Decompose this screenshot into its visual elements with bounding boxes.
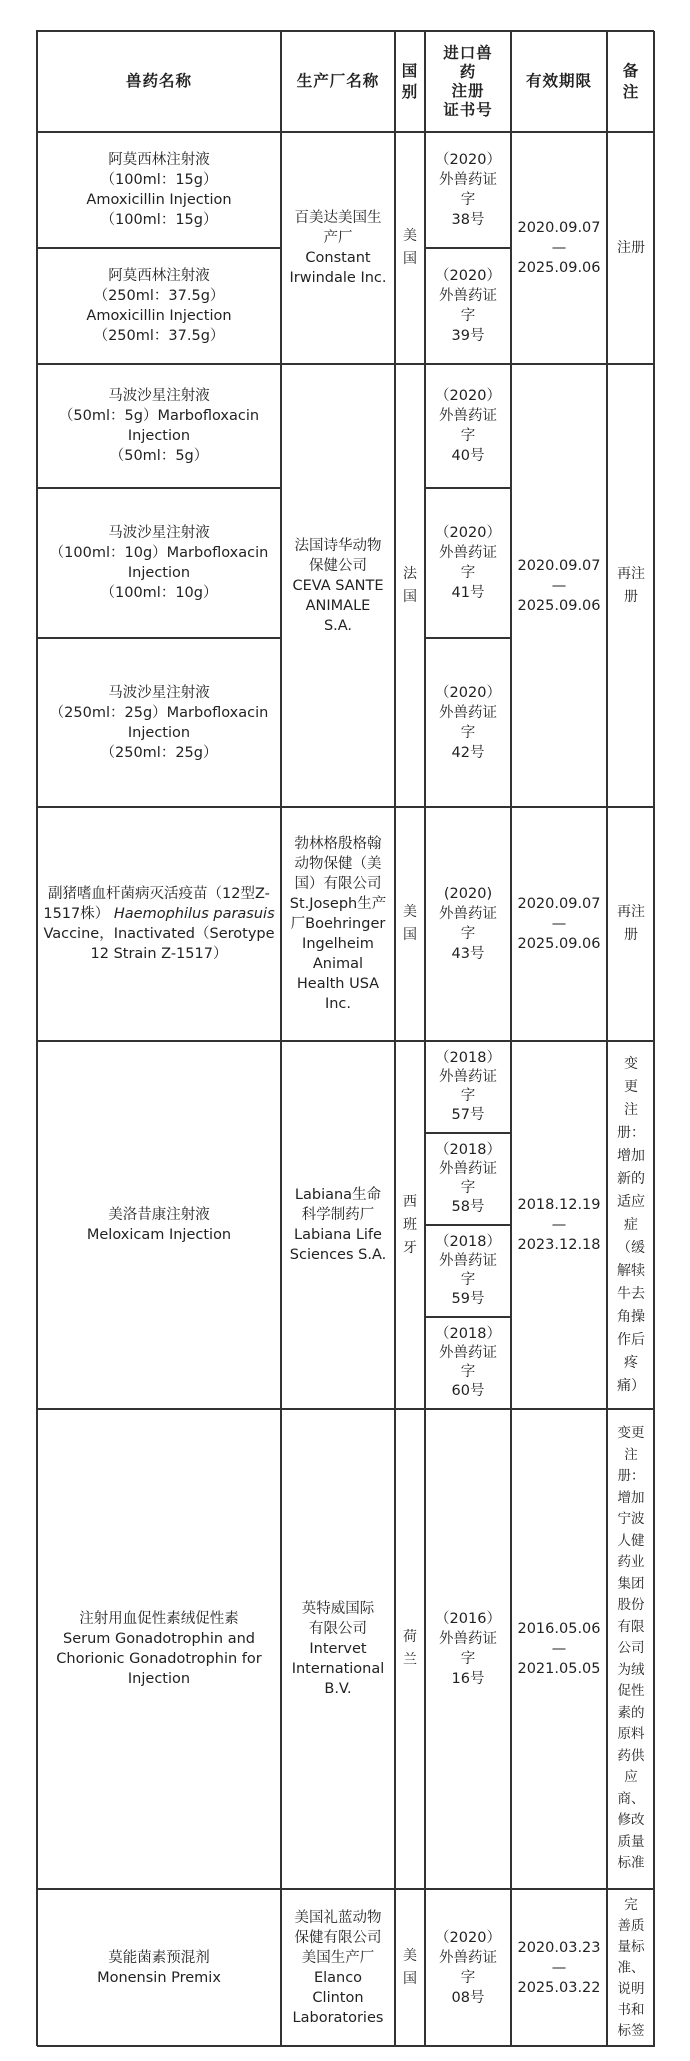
validity-cell: 2020.09.07 — 2025.09.06: [511, 807, 607, 1041]
drug-name-cell: 马波沙星注射液 （100ml：10g）Marbofloxacin Injection （100ml：10g）: [37, 488, 281, 638]
manufacturer-cell: 勃林格殷格翰 动物保健（美 国）有限公司 St.Joseph生产 厂Boehringer Ingelheim Animal Health USA Inc.: [281, 807, 395, 1041]
drug-name-cell: 马波沙星注射液 （50ml：5g）Marbofloxacin Injection （50ml：5g）: [37, 364, 281, 488]
header-manufacturer: 生产厂名称: [281, 31, 395, 132]
validity-cell: 2020.09.07 — 2025.09.06: [511, 364, 607, 807]
country-cell: 法 国: [395, 364, 425, 807]
country-cell: 美 国: [395, 807, 425, 1041]
validity-cell: 2020.09.07 — 2025.09.06: [511, 132, 607, 364]
drug-name-cell: 阿莫西林注射液 （250ml：37.5g） Amoxicillin Injection （250ml：37.5g）: [37, 248, 281, 364]
drug-name-english: Vaccine，Inactivated（Serotype 12 Strain Z-1517）: [43, 926, 275, 962]
header-drug-name: 兽药名称: [37, 31, 281, 132]
drug-name-text: [43, 884, 274, 964]
remark-cell: 完 善质 量标 准、 说明 书和 标签: [607, 1889, 655, 2047]
certificate-cell: （2020） 外兽药证 字 38号: [425, 132, 511, 248]
drug-name-cell: 阿莫西林注射液 （100ml：15g） Amoxicillin Injection （100ml：15g）: [37, 132, 281, 248]
remark-cell: 再注 册: [607, 364, 655, 807]
drug-name-cell: 注射用血促性素绒促性素 Serum Gonadotrophin and Chorionic Gonadotrophin for Injection: [37, 1409, 281, 1889]
validity-cell: 2018.12.19 — 2023.12.18: [511, 1041, 607, 1409]
remark-cell: 注册: [607, 132, 655, 364]
drug-name-cell: [37, 807, 281, 1041]
certificate-cell: (2020) 外兽药证 字 43号: [425, 807, 511, 1041]
drug-name-cell: 马波沙星注射液 （250ml：25g）Marbofloxacin Injection （250ml：25g）: [37, 638, 281, 807]
manufacturer-cell: 法国诗华动物 保健公司 CEVA SANTE ANIMALE S.A.: [281, 364, 395, 807]
remark-cell: 变更 注 册： 增加 宁波 人健 药业 集团 股份 有限 公司 为绒 促性 素的 原料 药供 应 商、 修改 质量 标准: [607, 1409, 655, 1889]
certificate-cell: （2020） 外兽药证 字 42号: [425, 638, 511, 807]
certificate-cell: （2018） 外兽药证 字 57号: [425, 1041, 511, 1133]
certificate-cell: （2018） 外兽药证 字 58号: [425, 1133, 511, 1225]
validity-cell: 2020.03.23 — 2025.03.22: [511, 1889, 607, 2047]
remark-cell: 变 更 注 册： 增加 新的 适应 症 （缓 解犊 牛去 角操 作后 疼 痛）: [607, 1041, 655, 1409]
drug-registration-table: [36, 30, 654, 2046]
country-cell: 美 国: [395, 132, 425, 364]
certificate-cell: （2020） 外兽药证 字 08号: [425, 1889, 511, 2047]
manufacturer-cell: 美国礼蓝动物 保健有限公司 美国生产厂 Elanco Clinton Laboratories: [281, 1889, 395, 2047]
header-certificate-no: 进口兽 药 注册 证书号: [425, 31, 511, 132]
manufacturer-cell: 英特威国际 有限公司 Intervet International B.V.: [281, 1409, 395, 1889]
certificate-cell: （2020） 外兽药证 字 41号: [425, 488, 511, 638]
header-country: 国 别: [395, 31, 425, 132]
certificate-cell: （2020） 外兽药证 字 39号: [425, 248, 511, 364]
header-validity: 有效期限: [511, 31, 607, 132]
certificate-cell: （2018） 外兽药证 字 59号: [425, 1225, 511, 1317]
country-cell: 荷 兰: [395, 1409, 425, 1889]
certificate-cell: （2016） 外兽药证 字 16号: [425, 1409, 511, 1889]
manufacturer-cell: Labiana生命 科学制药厂 Labiana Life Sciences S.A.: [281, 1041, 395, 1409]
manufacturer-cell: 百美达美国生 产厂 Constant Irwindale Inc.: [281, 132, 395, 364]
certificate-cell: （2020） 外兽药证 字 40号: [425, 364, 511, 488]
drug-name-latin: Haemophilus parasuis: [113, 906, 275, 922]
certificate-cell: （2018） 外兽药证 字 60号: [425, 1317, 511, 1409]
drug-name-cell: 莫能菌素预混剂 Monensin Premix: [37, 1889, 281, 2047]
header-remark: 备 注: [607, 31, 655, 132]
country-cell: 西 班 牙: [395, 1041, 425, 1409]
drug-name-chinese: 副猪嗜血杆菌病灭活疫苗（12型Z- 1517株）: [43, 886, 270, 922]
remark-cell: 再注 册: [607, 807, 655, 1041]
drug-name-cell: 美洛昔康注射液 Meloxicam Injection: [37, 1041, 281, 1409]
validity-cell: 2016.05.06 — 2021.05.05: [511, 1409, 607, 1889]
country-cell: 美 国: [395, 1889, 425, 2047]
